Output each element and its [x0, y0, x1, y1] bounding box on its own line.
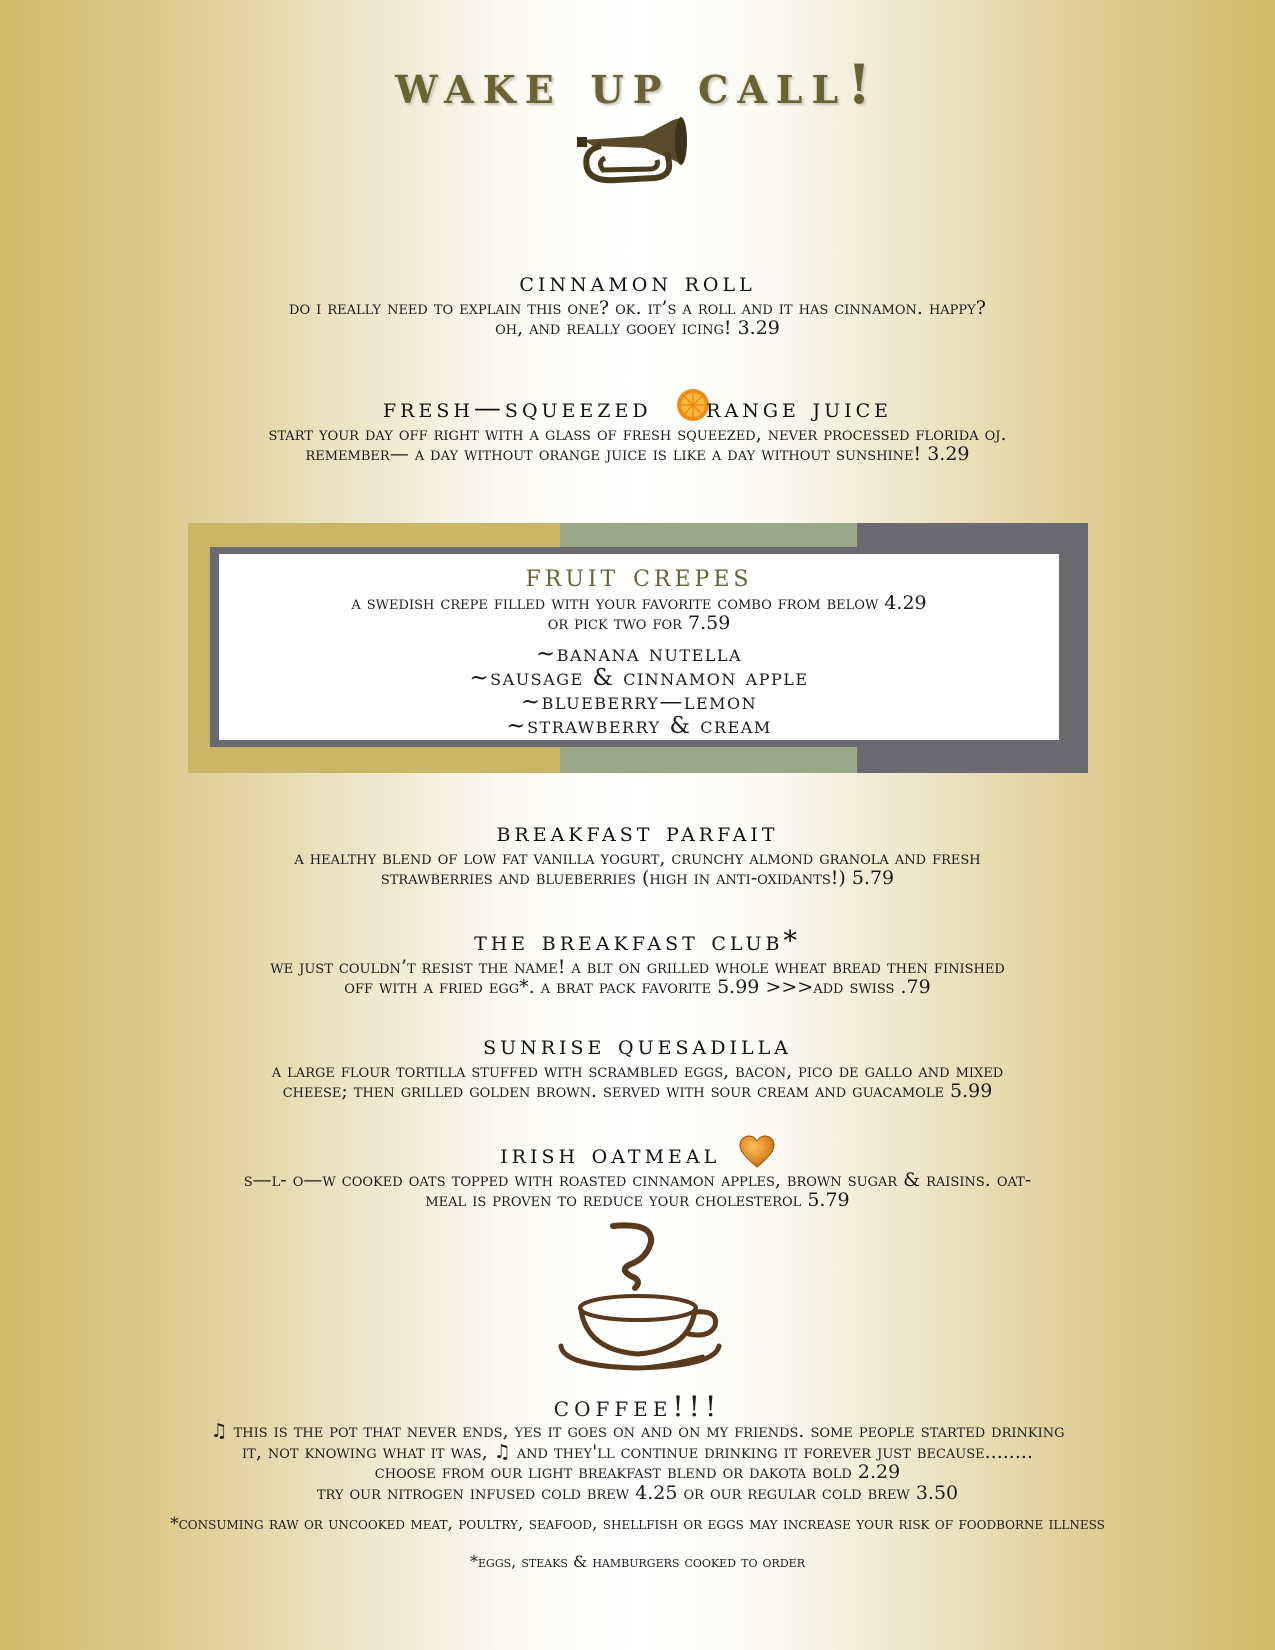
- bugle-icon-wrap: [0, 112, 1275, 191]
- item-oatmeal: [0, 1135, 1275, 1211]
- crepe-option: ~banana nutella: [535, 640, 743, 667]
- crepe-option: ~sausage & cinnamon apple: [469, 664, 809, 691]
- item-desc-line: cheese; then grilled golden brown. served with sour cream and guacamole 5.99: [282, 1080, 993, 1103]
- raw-food-disclaimer: *consuming raw or uncooked meat, poultry, seafood, shellfish or eggs may increase your risk of foodborne illness: [170, 1514, 1105, 1534]
- item-desc-line: start your day off right with a glass of fresh squeezed, never processed florida oj.: [268, 422, 1007, 445]
- item-orange-juice: [0, 388, 1275, 465]
- item-desc-line: a healthy blend of low fat vanilla yogurt, crunchy almond granola and fresh: [294, 846, 981, 869]
- crepes-desc: [219, 593, 1059, 634]
- crepes-box: [219, 554, 1059, 740]
- bugle-icon: [573, 112, 703, 187]
- coffee-desc: [0, 1421, 1275, 1503]
- crepes-options: [219, 642, 1059, 739]
- cooked-to-order-note: *eggs, steaks & hamburgers cooked to order: [470, 1552, 805, 1571]
- crepe-option: ~blueberry—lemon: [520, 688, 758, 715]
- item-breakfast-club: [0, 927, 1275, 998]
- item-title: sunrise quesadilla: [483, 1030, 792, 1061]
- item-title-text: irish oatmeal: [500, 1139, 721, 1170]
- item-desc-line: s—l- o—w cooked oats topped with roasted cinnamon apples, brown sugar & raisins. oat-: [243, 1168, 1032, 1191]
- item-quesadilla: [0, 1031, 1275, 1102]
- item-parfait: [0, 818, 1275, 889]
- item-title: breakfast parfait: [496, 817, 779, 848]
- crepes-desc-line: a swedish crepe filled with your favorite combo from below 4.29: [351, 591, 927, 614]
- item-cinnamon-roll: [0, 268, 1275, 339]
- coffee-cup-icon: [543, 1220, 733, 1380]
- item-desc-line: remember— a day without orange juice is like a day without sunshine! 3.29: [305, 443, 970, 466]
- item-title: the breakfast club*: [474, 926, 801, 957]
- item-desc-line: do i really need to explain this one? ok. it’s a roll and it has cinnamon. happy?: [289, 296, 986, 319]
- coffee-desc-line: choose from our light breakfast blend or dakota bold 2.29: [374, 1461, 901, 1484]
- coffee-cup-icon-wrap: [0, 1220, 1275, 1384]
- item-desc-line: off with a fried egg*. a brat pack favorite 5.99 >>>add swiss .79: [344, 976, 931, 999]
- item-desc-line: a large flour tortilla stuffed with scrambled eggs, bacon, pico de gallo and mixed: [271, 1059, 1004, 1082]
- crepes-desc-line: or pick two for 7.59: [547, 612, 731, 635]
- crepe-option: ~strawberry & cream: [506, 713, 772, 739]
- coffee-desc-line: try our nitrogen infused cold brew 4.25 or our regular cold brew 3.50: [316, 1481, 959, 1504]
- coffee-desc-line: it, not knowing what it was, ♫ and they'll continue drinking it forever just because........: [242, 1440, 1033, 1463]
- item-desc-line: strawberries and blueberries (high in anti-oxidants!) 5.79: [380, 867, 895, 890]
- item-desc-line: oh, and really gooey icing! 3.29: [495, 317, 780, 340]
- coffee-desc-line: ♫ this is the pot that never ends, yes it goes on and on my friends. some people started drinking: [210, 1420, 1065, 1442]
- item-title: cinnamon roll: [519, 267, 756, 298]
- coffee-title: coffee!!!: [553, 1390, 722, 1423]
- item-desc-line: we just couldn’t resist the name! a blt on grilled whole wheat bread then finished: [270, 955, 1005, 978]
- menu-title: wake up call!: [395, 52, 880, 116]
- item-title-part: range juice: [706, 393, 892, 424]
- crepes-title: fruit crepes: [525, 558, 753, 594]
- item-title-part: fresh—squeezed: [382, 393, 652, 424]
- heart-icon: [739, 1135, 775, 1169]
- item-title: [0, 388, 1275, 424]
- item-title: [0, 1135, 1275, 1170]
- crepes-frame: [188, 523, 1088, 773]
- item-desc-line: meal is proven to reduce your cholesterol 5.79: [425, 1189, 850, 1212]
